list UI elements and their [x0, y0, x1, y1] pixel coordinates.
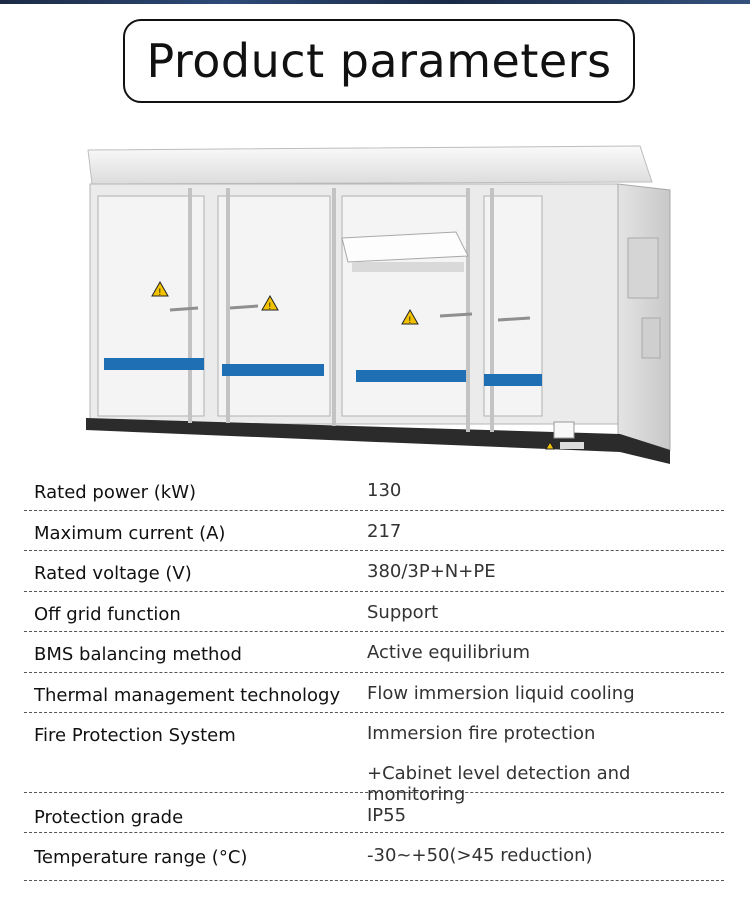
param-label: Thermal management technology: [34, 685, 341, 706]
param-label: Rated power (kW): [34, 482, 197, 503]
svg-text:!: !: [408, 316, 412, 326]
param-row: [24, 713, 724, 805]
param-value: Active equilibrium: [367, 642, 531, 663]
energy-storage-cabinet-image: [80, 138, 680, 468]
param-label: Off grid function: [34, 604, 181, 625]
param-label: Protection grade: [34, 807, 184, 828]
param-value-continued: +Cabinet level detection and monitoring: [367, 763, 631, 805]
param-label: Maximum current (A): [34, 523, 226, 544]
param-row: [24, 793, 724, 833]
param-row: [24, 470, 724, 511]
param-row: [24, 592, 724, 632]
param-row: [24, 673, 724, 713]
param-value: Immersion fire protection: [367, 723, 596, 744]
page-title: Product parameters: [146, 34, 612, 88]
param-label: Fire Protection System: [34, 725, 236, 746]
param-value: Support: [367, 602, 439, 623]
parameters-table: [24, 470, 724, 881]
param-row: [24, 632, 724, 673]
param-label: Rated voltage (V): [34, 563, 192, 584]
param-label: Temperature range (°C): [34, 847, 248, 868]
top-decor-strip: [0, 0, 750, 4]
param-row: [24, 551, 724, 592]
param-row: [24, 511, 724, 551]
title-box: [123, 19, 635, 103]
param-value: IP55: [367, 805, 407, 826]
param-value: -30~+50(>45 reduction): [367, 845, 593, 866]
param-value: 217: [367, 521, 402, 542]
svg-text:!: !: [158, 288, 162, 298]
svg-text:!: !: [268, 302, 272, 312]
param-value: 130: [367, 480, 402, 501]
param-value: Flow immersion liquid cooling: [367, 683, 635, 704]
param-row: [24, 833, 724, 881]
param-label: BMS balancing method: [34, 644, 242, 665]
param-value: 380/3P+N+PE: [367, 561, 496, 582]
